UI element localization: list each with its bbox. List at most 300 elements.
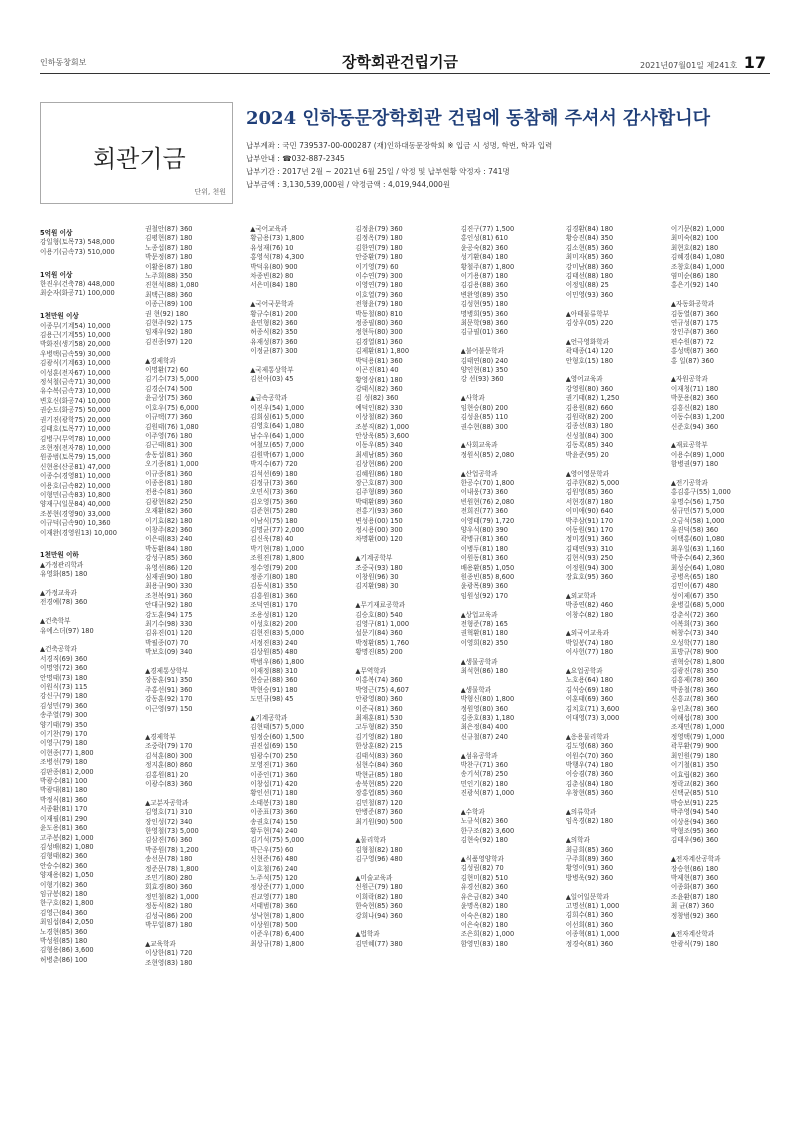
donor-entry: 박종철(78) 360 [670, 685, 719, 694]
donor-entry: 이준국(81) 360 [355, 704, 403, 713]
donor-entry: 송선문(78) 180 [145, 855, 193, 864]
donor-entry: 강 선(93) 360 [460, 375, 504, 384]
donor-entry: 김현진(83) 5,000 [250, 629, 304, 638]
spacer [566, 799, 665, 808]
donor-entry: 김민이(67) 480 [670, 582, 719, 591]
department-heading: ▲국어교육과 [250, 225, 288, 233]
spacer [145, 723, 244, 732]
donor-entry: 권수현(88) 300 [460, 422, 508, 431]
donor-entry: 김태선(88) 180 [565, 272, 614, 281]
donor-entry: 노경현(85) 360 [40, 927, 88, 936]
donor-entry: 이기철(81) 350 [670, 761, 719, 770]
donor-entry: 이동원(91) 170 [565, 525, 614, 534]
donor-entry: 이재정(88) 310 [250, 667, 298, 676]
info-amount: 납부금액 : 3,130,539,000원 / 약정금액 : 4,019,944,000원 [246, 180, 451, 189]
donor-entry: 박동환(84) 180 [145, 544, 193, 553]
donor-entry: 이활용(87) 180 [145, 262, 193, 271]
donor-entry: 유은금(82) 340 [460, 892, 508, 901]
donor-entry: 김판종(81) 2,000 [40, 767, 94, 776]
donor-entry: 김석훈(80) 300 [145, 751, 193, 760]
donor-entry: 최순자(화공71) 100,000 [40, 289, 115, 298]
donor-entry: 최용규(90) 330 [145, 582, 193, 591]
donor-entry: 김종호(83) 1,180 [460, 714, 515, 723]
donor-entry: 이기찬(79) 170 [40, 730, 88, 739]
donor-entry: 정민철(82) 1,000 [145, 892, 199, 901]
spacer [461, 338, 560, 347]
spacer [145, 789, 244, 798]
donor-entry: 이호우(75) 6,000 [145, 403, 199, 412]
donor-entry: 김병구(무역78) 10,000 [40, 434, 111, 443]
donor-entry: 공병옥(65) 180 [670, 572, 719, 581]
donor-entry: 이원수(70) 360 [565, 751, 614, 760]
donor-entry: 노주희(88) 350 [145, 272, 193, 281]
donor-entry: 박태환(89) 360 [355, 497, 403, 506]
donor-entry: 임광수(70) 250 [250, 751, 298, 760]
donor-entry: 이용호(금속82) 10,000 [40, 481, 111, 490]
donor-entry: 박찬구(71) 360 [460, 761, 508, 770]
donor-entry: 강일형(토목73) 548,000 [40, 238, 115, 247]
donor-entry: 이민영(93) 360 [565, 290, 614, 299]
donor-entry: 박행우(74) 180 [565, 761, 614, 770]
donor-entry: 노종섭(87) 180 [145, 243, 193, 252]
donor-entry: 예덕인(82) 330 [355, 403, 403, 412]
donor-entry: 장승헌(86) 180 [670, 864, 719, 873]
donor-entry: 권기태(82) 1,250 [565, 394, 620, 403]
donor-entry: 최우일(63) 1,160 [670, 544, 725, 553]
donor-entry: 김광진(78) 350 [670, 667, 719, 676]
donor-entry: 원종빈(85) 8,600 [460, 572, 515, 581]
donor-entry: 서경직(69) 360 [40, 654, 88, 663]
donor-entry: 장동훈(91) 350 [145, 676, 193, 685]
donor-entry: 김태우(96) 360 [670, 836, 719, 845]
donor-entry: 김영구(81) 1,000 [355, 620, 410, 629]
donor-entry: 이곤진(81) 40 [355, 366, 399, 375]
donor-column [250, 225, 349, 968]
donor-entry: 임옥경(82) 180 [565, 817, 614, 826]
donor-entry: 김주한(82) 5,000 [565, 478, 620, 487]
donor-entry: 신준호(94) 360 [670, 422, 719, 431]
donor-entry: 구주희(89) 360 [565, 855, 614, 864]
donor-entry: 임현승(80) 200 [460, 403, 508, 412]
donor-entry: 안상욱(85) 3,600 [355, 431, 410, 440]
donor-entry: 권기진(광학75) 20,000 [40, 415, 111, 424]
donor-entry: 최문학(98) 360 [460, 319, 508, 328]
donor-entry: 신규철(87) 240 [460, 732, 508, 741]
donor-entry: 박현균(85) 180 [355, 770, 403, 779]
donor-entry: 이상원(78) 500 [250, 921, 298, 929]
spacer [671, 432, 770, 441]
donor-entry: 안대규(92) 180 [145, 601, 193, 610]
donor-entry: 홍김홍구(55) 1,000 [670, 488, 731, 497]
donor-entry: 변호신(화공74) 10,000 [40, 396, 111, 405]
donor-entry: 민인기(82) 180 [460, 779, 508, 788]
donor-entry: 진현석(88) 1,080 [145, 281, 199, 290]
issue-info [640, 53, 766, 72]
department-heading: ▲기계공학과 [250, 714, 288, 723]
donor-entry: 유인초(78) 360 [670, 704, 719, 713]
donor-entry: 이은숙(82) 180 [460, 920, 508, 929]
donor-entry: 이정원(94) 300 [565, 563, 614, 572]
donor-entry: 강성구(85) 360 [145, 554, 193, 563]
donor-entry: 김승호(80) 540 [355, 610, 403, 619]
spacer [566, 328, 665, 337]
spacer [566, 883, 665, 892]
donor-entry: 김원태(76) 1,080 [145, 422, 199, 431]
department-heading: ▲의류학과 [565, 808, 597, 817]
donor-entry: 최성순(64) 1,080 [670, 563, 725, 572]
donor-entry: 권진섭(69) 150 [250, 742, 298, 751]
donor-entry: 이선희(81) 360 [565, 920, 614, 929]
donor-entry: 우창현(85) 360 [565, 789, 614, 798]
department-heading: ▲전자계산학과 [670, 930, 715, 939]
department-heading: ▲가정관리학과 [40, 560, 84, 569]
donor-entry: 이현종(77) 1,800 [40, 748, 94, 757]
spacer [40, 608, 139, 617]
donor-entry: 김명균(77) 2,000 [250, 525, 304, 534]
donor-entry: 박윤준(95) 20 [565, 450, 609, 459]
donor-entry: 김성민(79) 360 [40, 701, 88, 710]
donor-entry: 정종기(80) 180 [250, 572, 298, 581]
donor-entry: 유영화(85) 180 [40, 570, 88, 579]
donor-column [355, 225, 454, 968]
donor-entry: 홍성택(87) 360 [670, 347, 719, 356]
donor-entry: 정현득(80) 300 [355, 328, 403, 337]
donor-entry: 주홍선(91) 360 [145, 685, 193, 694]
donor-entry: 조창호(84) 1,000 [670, 262, 725, 271]
donor-entry: 이종표(73) 360 [250, 808, 298, 817]
donor-entry: 김형태(82) 360 [40, 852, 88, 861]
spacer [145, 930, 244, 939]
donor-entry: 이호열(79) 360 [355, 290, 403, 299]
donor-entry: 최임섭(84) 2,050 [40, 918, 94, 927]
donor-entry: 김희수(81) 360 [565, 911, 614, 920]
donor-entry: 전형윤(79) 180 [355, 300, 403, 309]
donor-entry: 김정규(73) 360 [250, 478, 298, 487]
department-heading: ▲산업공학과 [460, 469, 498, 478]
spacer [355, 592, 454, 601]
donor-entry: 김치호(71) 3,600 [565, 704, 620, 713]
donor-entry: 오민식(73) 360 [250, 488, 298, 497]
donor-entry: 한진우(건축78) 448,000 [40, 280, 115, 289]
donor-entry: 김근태(81) 300 [145, 441, 193, 450]
spacer [40, 299, 139, 308]
donor-entry: 양재용(82) 1,050 [40, 871, 94, 880]
donor-entry: 김정윤(79) 360 [355, 225, 403, 233]
donor-entry: 서정진(83) 240 [250, 638, 298, 647]
spacer [40, 580, 139, 589]
unit-note: 단위, 천원 [194, 188, 226, 196]
donor-entry: 김정옥(79) 180 [355, 234, 403, 243]
donor-entry: 남수우(64) 1,000 [250, 431, 304, 440]
department-heading: ▲가정교육과 [40, 588, 77, 597]
donor-entry: 최미숙(82) 100 [670, 234, 719, 243]
donor-entry: 고명선(81) 1,000 [565, 902, 620, 911]
donor-entry: 김유진(01) 120 [145, 629, 193, 638]
donor-entry: 김민혜(77) 380 [355, 939, 403, 948]
donor-entry: 이규택(77) 360 [145, 413, 193, 422]
spacer [671, 921, 770, 930]
donor-entry: 황승진(84) 350 [565, 234, 614, 243]
donor-entry: 정종필(80) 360 [355, 319, 403, 328]
donor-entry: 곽태종(14) 120 [565, 347, 614, 356]
donor-entry: 조윤환(87) 180 [670, 892, 719, 901]
donor-entry: 이영희(82) 350 [460, 638, 508, 647]
donor-entry: 서종환(81) 170 [40, 805, 88, 814]
donor-entry: 고주봉(82) 1,000 [40, 833, 94, 842]
donor-entry: 유수복(금속73) 10,000 [40, 387, 111, 396]
donor-entry: 성이제(67) 350 [670, 591, 719, 600]
spacer [671, 366, 770, 375]
spacer [145, 658, 244, 667]
donor-entry: 박덕유(80) 900 [250, 262, 298, 271]
donor-entry: 노규석(82) 360 [460, 817, 508, 826]
donor-entry: 소태봉(73) 180 [250, 798, 298, 807]
donor-entry: 조병선(79) 180 [40, 758, 88, 767]
donor-entry: 윤병길(68) 5,000 [670, 601, 725, 610]
donor-entry: 김민철(87) 120 [355, 798, 403, 807]
donor-entry: 윤민형(82) 360 [250, 319, 298, 328]
donor-entry: 한공수(70) 1,800 [460, 478, 515, 487]
donor-entry: 설문기(84) 360 [355, 629, 403, 638]
spacer [40, 538, 139, 547]
page-number: 17 [743, 53, 766, 72]
department-heading: ▲법학과 [355, 930, 380, 939]
donor-entry: 이동수(83) 1,200 [670, 413, 725, 422]
donor-entry: 최석현(86) 180 [460, 667, 508, 675]
donor-entry: 박주삼(91) 170 [565, 516, 614, 525]
donor-entry: 이영연(79) 180 [355, 281, 403, 290]
donor-entry: 이재청(71) 180 [670, 384, 719, 393]
donor-entry: 김신욱(78) 40 [250, 535, 294, 544]
donor-entry: 이은태(83) 240 [145, 535, 193, 544]
donor-entry: 이승겸(78) 360 [565, 770, 614, 779]
donor-entry: 황두현(74) 240 [250, 826, 298, 835]
donor-entry: 이종화(87) 360 [670, 883, 719, 892]
donor-entry: 김김용(88) 360 [460, 281, 508, 290]
donor-entry: 김용근(기계55) 10,000 [40, 331, 111, 340]
donor-entry: 양인현(81) 350 [460, 366, 508, 375]
donor-entry: 황명진(85) 200 [355, 648, 403, 657]
donor-entry: 박주영(94) 540 [670, 808, 719, 817]
donor-entry: 이창수(82) 180 [565, 610, 614, 619]
donor-entry: 윤명옥(82) 180 [460, 902, 508, 911]
donor-entry: 최금희(85) 360 [565, 845, 614, 854]
donor-entry: 유경선(82) 360 [460, 883, 508, 892]
donor-entry: 박덕용(81) 360 [355, 356, 403, 365]
donor-entry: 박범우(86) 1,800 [250, 657, 304, 666]
donor-entry: 조용성(81) 120 [250, 610, 298, 619]
department-heading: ▲아태물류학부 [565, 309, 609, 318]
donor-entry: 한구조(82) 3,600 [460, 826, 515, 835]
donor-entry: 강도훈(94) 175 [145, 610, 193, 619]
donor-entry: 박정환(85) 1,760 [355, 638, 410, 647]
donor-entry: 이준우(78) 6,400 [250, 930, 304, 939]
donor-entry: 정경숙(81) 360 [565, 939, 614, 948]
spacer [461, 460, 560, 469]
department-heading: ▲상업교육과 [460, 610, 498, 619]
donor-entry: 변성용(00) 150 [355, 516, 403, 525]
spacer [250, 385, 349, 394]
donor-entry: 최 균(87) 360 [670, 902, 714, 911]
publication-name: 인하동창회보 [40, 58, 87, 67]
donor-entry: 장근호(87) 300 [355, 478, 403, 487]
donor-entry: 박근우(75) 60 [250, 845, 294, 854]
donor-entry: 김지환(98) 30 [355, 582, 399, 591]
department-heading: ▲불어불문학과 [460, 347, 504, 356]
donor-entry: 배용환(85) 1,050 [460, 563, 515, 572]
donor-entry: 전홍기(93) 360 [355, 507, 403, 516]
donor-entry: 박제현(87) 360 [670, 873, 719, 882]
donor-entry: 김원락(82) 200 [565, 413, 614, 422]
donor-entry: 염미순(86) 180 [670, 272, 719, 281]
department-heading: ▲언극영화학과 [565, 337, 609, 346]
donor-entry: 김흥원(81) 360 [250, 591, 298, 600]
donor-entry: 김홍원(81) 20 [145, 770, 189, 779]
spacer [250, 291, 349, 300]
department-heading: ▲생물공학과 [460, 657, 498, 666]
donor-entry: 김소현(85) 360 [565, 243, 614, 252]
donor-entry: 모영진(71) 360 [250, 761, 298, 770]
donor-entry: 황인선(71) 180 [250, 789, 298, 798]
donor-entry: 김원영(85) 360 [565, 488, 614, 497]
department-heading: ▲건축학부 [40, 617, 71, 626]
donor-entry: 신택균(85) 510 [670, 789, 719, 798]
donor-entry: 이기용(87) 180 [460, 272, 508, 281]
donor-entry: 양재구(일문84) 40,000 [40, 500, 111, 509]
donor-entry: 김성국(86) 200 [145, 911, 193, 920]
donor-entry: 김성현(95) 180 [460, 300, 508, 309]
donor-entry: 박승보(91) 225 [670, 798, 719, 807]
donor-entry: 조현영(83) 180 [145, 958, 193, 967]
donor-entry: 이효립(82) 360 [670, 770, 719, 779]
donor-entry: 김혜경(84) 1,080 [670, 253, 725, 262]
donor-entry: 윤공숙(82) 360 [460, 243, 508, 252]
donor-entry: 김광식(기계63) 10,000 [40, 359, 111, 368]
donor-entry: 심현수(84) 360 [355, 761, 403, 770]
department-heading: ▲경제통상학부 [145, 667, 189, 676]
donor-entry: 최재훈(81) 530 [355, 714, 403, 723]
donor-entry: 한상훈(82) 215 [355, 742, 403, 751]
donor-entry: 오기종(81) 1,000 [145, 460, 199, 469]
donor-entry: 박형조(95) 360 [670, 826, 719, 835]
donor-entry: 이정임(88) 25 [565, 281, 609, 290]
department-heading: ▲생물학과 [460, 685, 492, 694]
donor-entry: 이종인(71) 360 [250, 770, 298, 779]
donor-entry: 양기태(79) 350 [40, 720, 88, 729]
donor-entry: 김선아(03) 45 [250, 375, 294, 384]
department-heading: ▲자원공학과 [670, 375, 708, 384]
donor-entry: 허창수(73) 340 [670, 629, 719, 638]
donor-entry: 김삼진(76) 360 [145, 836, 193, 845]
title-box [40, 102, 233, 204]
donor-entry: 이명영(72) 360 [40, 664, 88, 673]
donor-entry: 이창원(96) 30 [355, 573, 399, 582]
donor-entry: 장효호(95) 360 [565, 572, 614, 581]
spacer [145, 714, 244, 723]
donor-entry: 정상준(77) 1,000 [250, 883, 304, 892]
donor-column [566, 225, 665, 968]
donor-entry: 송기석(78) 250 [460, 770, 508, 779]
donor-entry: 유영선(86) 120 [145, 563, 193, 572]
donor-entry: 조천복(91) 360 [145, 591, 193, 600]
donor-entry: 홍 일(87) 360 [670, 356, 714, 365]
spacer [461, 846, 560, 855]
donor-entry: 강희나(94) 360 [355, 911, 403, 920]
donor-entry: 심규민(57) 5,000 [670, 507, 725, 516]
donor-entry: 김용원(82) 660 [565, 403, 614, 412]
donor-entry: 강미남(88) 360 [565, 262, 614, 271]
spacer [40, 257, 139, 266]
donor-entry: 김동열(87) 360 [670, 309, 719, 318]
donor-entry: 이명환(72) 60 [145, 366, 189, 375]
donor-entry: 전경예(78) 360 [40, 598, 88, 607]
donor-entry: 박정식(81) 360 [40, 795, 88, 804]
department-heading: ▲수학과 [460, 808, 485, 817]
donor-entry: 편수원(87) 72 [670, 337, 714, 346]
donor-entry: 진광석(87) 1,000 [460, 789, 515, 798]
donor-entry: 조원진(78) 1,800 [250, 554, 304, 563]
donor-entry: 곽병규(81) 360 [460, 535, 508, 544]
spacer [566, 658, 665, 667]
department-heading: ▲외국어교육과 [565, 629, 609, 638]
donor-entry: 이복희(73) 360 [670, 620, 719, 628]
donor-entry: 김 성(82) 360 [355, 394, 399, 403]
donor-entry: 홍영석(78) 4,300 [250, 253, 304, 262]
donor-entry: 유진덕(58) 360 [670, 525, 719, 534]
donor-entry: 변완영(89) 350 [460, 290, 508, 299]
donor-entry: 신현준(76) 480 [250, 855, 298, 864]
donor-entry: 박종수(64) 2,360 [670, 554, 725, 563]
donor-entry: 오성학(77) 180 [670, 638, 719, 647]
tier-heading: 1천만원 이상 [40, 312, 79, 321]
department-heading: ▲무기재료공학과 [355, 601, 406, 610]
department-heading: ▲기계공학부 [355, 554, 393, 563]
spacer [566, 582, 665, 591]
donor-entry: 서은미(84) 180 [250, 281, 298, 290]
donor-entry: 노호용(64) 180 [565, 676, 614, 685]
donor-entry: 정락교(82) 360 [670, 779, 719, 788]
donor-entry: 우병택(금속59) 30,000 [40, 349, 111, 358]
donor-entry: 이영구(79) 180 [40, 739, 88, 748]
donor-entry: 이해섭(78) 300 [670, 714, 719, 723]
donor-entry: 이기효(82) 180 [145, 516, 193, 525]
spacer [355, 827, 454, 836]
page-header [0, 0, 800, 78]
tier-heading: 1천만원 이하 [40, 551, 79, 560]
donor-entry: 이대영(73) 3,000 [565, 714, 620, 723]
donor-entry: 송북현(85) 220 [355, 779, 403, 788]
donor-entry: 김태연(80) 240 [460, 356, 508, 365]
donor-entry: 송권호(74) 150 [250, 817, 298, 826]
donor-entry: 강춘식(72) 360 [670, 610, 719, 619]
donor-entry: 박보호(09) 340 [145, 648, 193, 657]
spacer [566, 827, 665, 836]
donor-entry: 이수연(79) 300 [355, 272, 403, 281]
department-heading: ▲국어국문학과 [250, 300, 294, 309]
donor-entry: 윤광목(89) 360 [460, 582, 508, 591]
donor-entry: 김성림(82) 70 [460, 864, 504, 873]
department-heading: ▲영어영문학과 [565, 469, 609, 478]
spacer [250, 705, 349, 714]
donor-entry: 이규덕(금속90) 10,360 [40, 519, 111, 528]
donor-entry: 조중락(79) 170 [145, 742, 193, 751]
info-period: 납부기간 : 2017년 2월 ~ 2021년 6월 25일 / 약정 및 납부현황 약정자 : 741명 [246, 167, 510, 176]
donor-entry: 김형용(86) 3,600 [40, 946, 94, 955]
donor-entry: 이숙은(82) 180 [460, 911, 508, 920]
donor-entry: 김석승(69) 180 [565, 685, 614, 694]
donor-entry: 홍은기(92) 140 [670, 281, 719, 290]
donor-entry: 김규필(01) 360 [460, 328, 508, 337]
